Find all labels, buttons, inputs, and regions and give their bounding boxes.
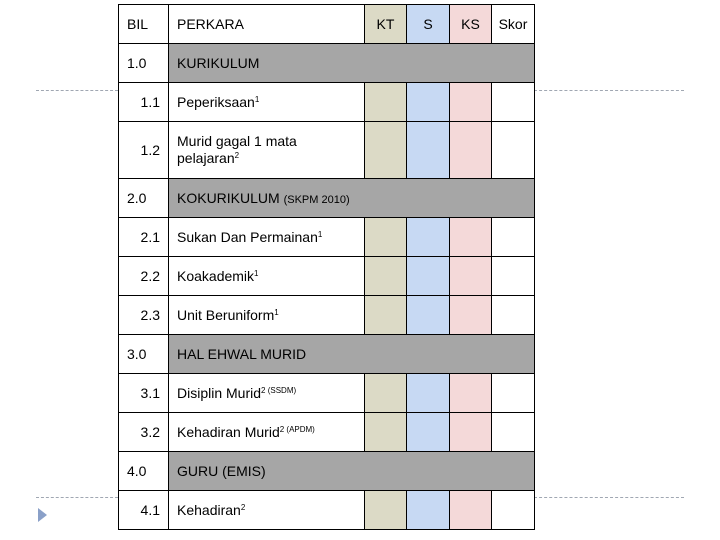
section-number: 2.0 — [119, 179, 169, 218]
s-cell[interactable] — [407, 218, 450, 257]
slide-guide-line-left-bottom — [36, 497, 118, 498]
s-cell[interactable] — [407, 374, 450, 413]
table-row — [119, 218, 535, 257]
kt-cell[interactable] — [365, 374, 407, 413]
skor-cell[interactable] — [492, 257, 535, 296]
item-label: Unit Beruniform$^1$ — [169, 296, 365, 335]
item-number: 2.3 — [119, 296, 169, 335]
kt-cell[interactable] — [365, 296, 407, 335]
section-number: 3.0 — [119, 335, 169, 374]
skor-cell[interactable] — [492, 491, 535, 530]
header-skor: Skor — [492, 5, 535, 44]
skor-cell[interactable] — [492, 218, 535, 257]
ks-cell[interactable] — [450, 83, 492, 122]
item-label: Kehadiran$^2$ — [169, 491, 365, 530]
skor-cell[interactable] — [492, 413, 535, 452]
table-row — [119, 491, 535, 530]
item-number: 1.1 — [119, 83, 169, 122]
header-row — [119, 5, 535, 44]
section-note: (SKPM 2010) — [283, 194, 350, 206]
header-bil: BIL — [119, 5, 169, 44]
header-ks: KS — [450, 5, 492, 44]
skor-cell[interactable] — [492, 122, 535, 179]
kt-cell[interactable] — [365, 83, 407, 122]
item-number: 3.1 — [119, 374, 169, 413]
ks-cell[interactable] — [450, 257, 492, 296]
score-table — [118, 4, 535, 530]
section-row — [119, 335, 535, 374]
slide-guide-line-right-top — [534, 90, 684, 91]
item-number: 3.2 — [119, 413, 169, 452]
section-number: 1.0 — [119, 44, 169, 83]
ks-cell[interactable] — [450, 413, 492, 452]
section-title: KURIKULUM — [169, 44, 535, 83]
ks-cell[interactable] — [450, 296, 492, 335]
ks-cell[interactable] — [450, 491, 492, 530]
skor-cell[interactable] — [492, 296, 535, 335]
item-label: Sukan Dan Permainan$^1$ — [169, 218, 365, 257]
kt-cell[interactable] — [365, 491, 407, 530]
item-number: 4.1 — [119, 491, 169, 530]
table-row — [119, 257, 535, 296]
section-number: 4.0 — [119, 452, 169, 491]
table-row — [119, 122, 535, 179]
header-s: S — [407, 5, 450, 44]
item-number: 2.1 — [119, 218, 169, 257]
section-row — [119, 179, 535, 218]
ks-cell[interactable] — [450, 374, 492, 413]
s-cell[interactable] — [407, 491, 450, 530]
section-title: GURU (EMIS) — [169, 452, 535, 491]
ks-cell[interactable] — [450, 122, 492, 179]
item-number: 1.2 — [119, 122, 169, 179]
slide-guide-line-right-bottom — [534, 497, 684, 498]
table-row — [119, 83, 535, 122]
s-cell[interactable] — [407, 413, 450, 452]
slide-guide-line-left-top — [36, 90, 118, 91]
kt-cell[interactable] — [365, 413, 407, 452]
item-label: Peperiksaan$^1$ — [169, 83, 365, 122]
kt-cell[interactable] — [365, 218, 407, 257]
table-row — [119, 413, 535, 452]
item-label: Kehadiran Murid$^{2 (APDM)}$ — [169, 413, 365, 452]
section-title: HAL EHWAL MURID — [169, 335, 535, 374]
header-perkara: PERKARA — [169, 5, 365, 44]
section-row — [119, 452, 535, 491]
item-number: 2.2 — [119, 257, 169, 296]
item-label: Disiplin Murid$^{2 (SSDM)}$ — [169, 374, 365, 413]
table-row — [119, 296, 535, 335]
skor-cell[interactable] — [492, 374, 535, 413]
header-kt: KT — [365, 5, 407, 44]
ks-cell[interactable] — [450, 218, 492, 257]
s-cell[interactable] — [407, 122, 450, 179]
bullet-arrow-icon — [38, 508, 47, 522]
s-cell[interactable] — [407, 83, 450, 122]
kt-cell[interactable] — [365, 122, 407, 179]
section-title: KOKURIKULUM (SKPM 2010) — [169, 179, 535, 218]
section-row — [119, 44, 535, 83]
item-label: Koakademik$^1$ — [169, 257, 365, 296]
kt-cell[interactable] — [365, 257, 407, 296]
s-cell[interactable] — [407, 257, 450, 296]
item-label: Murid gagal 1 mata pelajaran$^2$ — [169, 122, 365, 179]
skor-cell[interactable] — [492, 83, 535, 122]
s-cell[interactable] — [407, 296, 450, 335]
table-row — [119, 374, 535, 413]
